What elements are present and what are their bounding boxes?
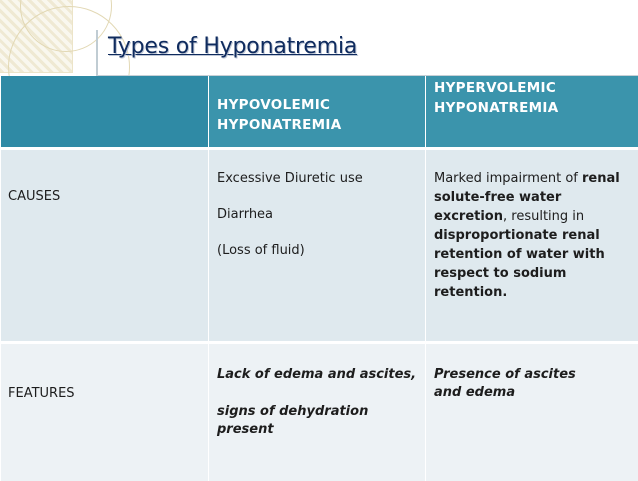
cause-text: Marked impairment of — [434, 171, 582, 186]
header-hypervolemic-label: HYPERVOLEMIC HYPONATREMIA — [426, 76, 592, 118]
causes-label-cell — [1, 150, 209, 341]
cause-emphasis: disproportionate renal retention of water with respect to sodium retention. — [434, 228, 605, 300]
cause-item: (Loss of fluid) — [217, 242, 417, 260]
header-empty-cell — [1, 76, 209, 147]
cause-item: Excessive Diuretic use — [217, 170, 417, 188]
cause-text: , resulting in — [503, 209, 584, 224]
causes-hypovolemic-cell — [209, 150, 426, 341]
cause-item: Diarrhea — [217, 206, 417, 224]
table-row-features — [1, 344, 638, 481]
features-hypovolemic-cell — [209, 344, 426, 481]
header-hypovolemic — [209, 76, 426, 147]
table-header-row — [1, 76, 638, 147]
feature-description: Presence of ascites and edema — [426, 344, 612, 402]
hyponatremia-table — [0, 76, 638, 481]
causes-hypervolemic-cell — [426, 150, 638, 341]
cause-emphasis: renal solute-free water excretion — [434, 171, 620, 224]
slide-title: Types of Hyponatremia — [108, 34, 357, 59]
header-hypervolemic — [426, 76, 638, 147]
features-label-cell — [1, 344, 209, 481]
header-hypovolemic-label: HYPOVOLEMIC HYPONATREMIA — [209, 76, 365, 135]
table-row-causes — [1, 150, 638, 341]
title-vertical-rule — [96, 30, 98, 77]
feature-item: Lack of edema and ascites, — [217, 366, 417, 384]
features-hypervolemic-cell — [426, 344, 638, 481]
cause-description — [426, 150, 638, 302]
features-label: FEATURES — [1, 344, 208, 401]
causes-label: CAUSES — [1, 150, 208, 204]
feature-item: signs of dehydration present — [217, 403, 417, 439]
